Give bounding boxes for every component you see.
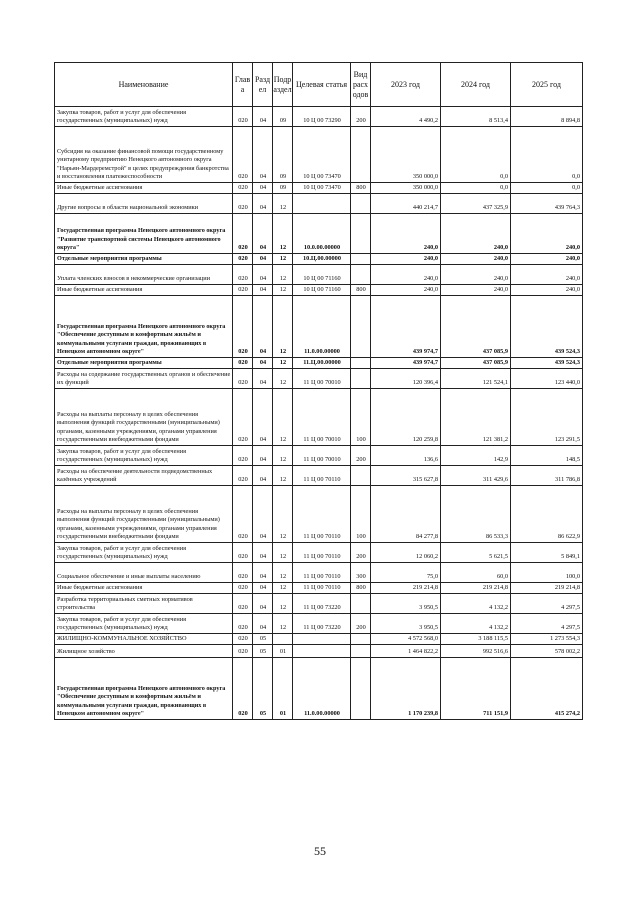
- table-row: [55, 183, 583, 194]
- row-glava-cell: 020: [233, 543, 253, 563]
- row-expense-type-cell: [351, 658, 371, 720]
- row-value-2024-cell: 240,0: [441, 265, 511, 285]
- row-glava-cell: 020: [233, 107, 253, 127]
- row-razdel-cell: 04: [253, 614, 273, 634]
- header-year-2024: 2024 год: [441, 63, 511, 107]
- row-value-2024-cell: 311 429,6: [441, 466, 511, 486]
- row-name-cell: Государственная программа Ненецкого автономного округа "Развитие транспортной системы Ненецкого автономного округа": [55, 214, 233, 254]
- row-value-2023-cell: 12 060,2: [371, 543, 441, 563]
- row-razdel-cell: 04: [253, 127, 273, 183]
- header-year-2025: 2025 год: [511, 63, 583, 107]
- row-podrazdel-cell: 12: [273, 486, 293, 543]
- table-row: [55, 214, 583, 254]
- row-podrazdel-cell: 12: [273, 446, 293, 466]
- row-value-2025-cell: 578 002,2: [511, 645, 583, 658]
- row-podrazdel-cell: 01: [273, 645, 293, 658]
- row-expense-type-cell: 200: [351, 543, 371, 563]
- row-podrazdel-cell: 12: [273, 543, 293, 563]
- table-row: [55, 543, 583, 563]
- row-expense-type-cell: [351, 265, 371, 285]
- row-value-2025-cell: 439 764,3: [511, 194, 583, 214]
- row-value-2024-cell: 240,0: [441, 254, 511, 265]
- row-glava-cell: 020: [233, 563, 253, 583]
- row-value-2023-cell: 240,0: [371, 265, 441, 285]
- row-glava-cell: 020: [233, 658, 253, 720]
- row-target-article-cell: 11 Ц 00 73220: [293, 614, 351, 634]
- row-razdel-cell: 04: [253, 486, 273, 543]
- row-value-2025-cell: 240,0: [511, 285, 583, 296]
- row-value-2024-cell: 437 085,9: [441, 296, 511, 358]
- row-value-2023-cell: 440 214,7: [371, 194, 441, 214]
- row-value-2024-cell: 219 214,8: [441, 583, 511, 594]
- header-expense-type: Вид расх одов: [351, 63, 371, 107]
- row-razdel-cell: 04: [253, 265, 273, 285]
- row-target-article-cell: 10 Ц 00 73290: [293, 107, 351, 127]
- row-value-2023-cell: 350 000,0: [371, 127, 441, 183]
- row-razdel-cell: 04: [253, 389, 273, 446]
- row-podrazdel-cell: 12: [273, 254, 293, 265]
- row-name-cell: Другие вопросы в области национальной экономики: [55, 194, 233, 214]
- row-value-2024-cell: 240,0: [441, 214, 511, 254]
- row-razdel-cell: 05: [253, 658, 273, 720]
- row-value-2024-cell: 121 524,1: [441, 369, 511, 389]
- row-glava-cell: 020: [233, 634, 253, 645]
- row-target-article-cell: 11 Ц 00 70110: [293, 543, 351, 563]
- row-name-cell: Государственная программа Ненецкого автономного округа "Обеспечение доступным и комфортным жильём и коммунальными услугами граждан, проживающих в Ненецком автономном округе": [55, 296, 233, 358]
- table-row: [55, 634, 583, 645]
- row-podrazdel-cell: 12: [273, 614, 293, 634]
- row-razdel-cell: 04: [253, 583, 273, 594]
- row-target-article-cell: 11 Ц 00 70010: [293, 389, 351, 446]
- row-expense-type-cell: [351, 645, 371, 658]
- row-name-cell: Отдельные мероприятия программы: [55, 358, 233, 369]
- row-value-2025-cell: 0,0: [511, 183, 583, 194]
- row-value-2025-cell: 100,0: [511, 563, 583, 583]
- row-value-2024-cell: 60,0: [441, 563, 511, 583]
- row-value-2024-cell: 4 132,2: [441, 614, 511, 634]
- row-value-2025-cell: 123 291,5: [511, 389, 583, 446]
- row-target-article-cell: 10 Ц 00 71160: [293, 265, 351, 285]
- row-value-2023-cell: 1 170 239,8: [371, 658, 441, 720]
- row-expense-type-cell: 200: [351, 614, 371, 634]
- row-value-2023-cell: 219 214,8: [371, 583, 441, 594]
- row-podrazdel-cell: 12: [273, 369, 293, 389]
- row-value-2023-cell: 120 396,4: [371, 369, 441, 389]
- header-name: Наименование: [55, 63, 233, 107]
- row-glava-cell: 020: [233, 466, 253, 486]
- row-value-2023-cell: 3 950,5: [371, 614, 441, 634]
- row-razdel-cell: 04: [253, 594, 273, 614]
- row-glava-cell: 020: [233, 645, 253, 658]
- row-glava-cell: 020: [233, 214, 253, 254]
- row-value-2025-cell: 415 274,2: [511, 658, 583, 720]
- row-glava-cell: 020: [233, 614, 253, 634]
- row-name-cell: Иные бюджетные ассигнования: [55, 183, 233, 194]
- row-value-2023-cell: 4 572 568,0: [371, 634, 441, 645]
- row-podrazdel-cell: 12: [273, 583, 293, 594]
- header-year-2023: 2023 год: [371, 63, 441, 107]
- row-expense-type-cell: [351, 369, 371, 389]
- row-razdel-cell: 04: [253, 183, 273, 194]
- row-glava-cell: 020: [233, 296, 253, 358]
- row-value-2023-cell: 3 950,5: [371, 594, 441, 614]
- row-value-2023-cell: 4 490,2: [371, 107, 441, 127]
- table-row: [55, 658, 583, 720]
- row-name-cell: Закупка товаров, работ и услуг для обеспечения государственных (муниципальных) нужд: [55, 543, 233, 563]
- page-number: 55: [314, 844, 326, 858]
- row-glava-cell: 020: [233, 254, 253, 265]
- row-glava-cell: 020: [233, 285, 253, 296]
- row-value-2024-cell: 121 381,2: [441, 389, 511, 446]
- row-target-article-cell: 11 Ц 00 73220: [293, 594, 351, 614]
- table-row: [55, 107, 583, 127]
- row-podrazdel-cell: [273, 634, 293, 645]
- row-target-article-cell: 11 Ц 00 70110: [293, 583, 351, 594]
- row-name-cell: Государственная программа Ненецкого автономного округа "Обеспечение доступным и комфортным жильём и коммунальными услугами граждан, проживающих в Ненецком автономном округе": [55, 658, 233, 720]
- row-value-2024-cell: 86 533,3: [441, 486, 511, 543]
- row-value-2023-cell: 240,0: [371, 254, 441, 265]
- row-glava-cell: 020: [233, 583, 253, 594]
- table-row: [55, 645, 583, 658]
- row-name-cell: ЖИЛИЩНО-КОММУНАЛЬНОЕ ХОЗЯЙСТВО: [55, 634, 233, 645]
- row-value-2025-cell: 240,0: [511, 265, 583, 285]
- row-expense-type-cell: [351, 358, 371, 369]
- row-target-article-cell: 11.0.00.00000: [293, 658, 351, 720]
- table-row: [55, 389, 583, 446]
- row-value-2024-cell: 0,0: [441, 183, 511, 194]
- table-row: [55, 194, 583, 214]
- row-value-2025-cell: 1 273 554,3: [511, 634, 583, 645]
- row-value-2023-cell: 120 259,8: [371, 389, 441, 446]
- row-podrazdel-cell: 12: [273, 214, 293, 254]
- row-glava-cell: 020: [233, 265, 253, 285]
- row-value-2025-cell: 4 297,5: [511, 614, 583, 634]
- row-expense-type-cell: [351, 634, 371, 645]
- row-expense-type-cell: 100: [351, 486, 371, 543]
- row-name-cell: Отдельные мероприятия программы: [55, 254, 233, 265]
- row-target-article-cell: 10 Ц 00 71160: [293, 285, 351, 296]
- row-expense-type-cell: [351, 466, 371, 486]
- row-name-cell: Разработка территориальных сметных нормативов строительства: [55, 594, 233, 614]
- row-razdel-cell: 04: [253, 358, 273, 369]
- row-name-cell: Расходы на содержание государственных органов и обеспечение их функций: [55, 369, 233, 389]
- row-podrazdel-cell: 09: [273, 127, 293, 183]
- row-value-2025-cell: 4 297,5: [511, 594, 583, 614]
- table-header-row: [55, 63, 583, 107]
- table-row: [55, 583, 583, 594]
- row-value-2025-cell: 86 622,9: [511, 486, 583, 543]
- row-value-2024-cell: 437 085,9: [441, 358, 511, 369]
- row-value-2025-cell: 8 894,8: [511, 107, 583, 127]
- row-glava-cell: 020: [233, 389, 253, 446]
- row-podrazdel-cell: 12: [273, 358, 293, 369]
- row-target-article-cell: 11 Ц 00 70010: [293, 446, 351, 466]
- row-name-cell: Иные бюджетные ассигнования: [55, 583, 233, 594]
- row-value-2024-cell: 3 188 115,5: [441, 634, 511, 645]
- row-glava-cell: 020: [233, 183, 253, 194]
- row-target-article-cell: 11 Ц 00 70110: [293, 486, 351, 543]
- row-value-2023-cell: 315 627,8: [371, 466, 441, 486]
- row-razdel-cell: 04: [253, 466, 273, 486]
- row-target-article-cell: 11 Ц 00 70110: [293, 466, 351, 486]
- row-podrazdel-cell: 09: [273, 183, 293, 194]
- row-podrazdel-cell: 09: [273, 107, 293, 127]
- table-row: [55, 486, 583, 543]
- row-target-article-cell: 10.0.00.00000: [293, 214, 351, 254]
- row-value-2025-cell: 240,0: [511, 214, 583, 254]
- row-value-2024-cell: 5 621,5: [441, 543, 511, 563]
- row-value-2024-cell: 992 516,6: [441, 645, 511, 658]
- row-podrazdel-cell: 12: [273, 285, 293, 296]
- row-value-2023-cell: 350 000,0: [371, 183, 441, 194]
- row-value-2025-cell: 5 849,1: [511, 543, 583, 563]
- row-razdel-cell: 04: [253, 107, 273, 127]
- row-razdel-cell: 04: [253, 194, 273, 214]
- table-row: [55, 446, 583, 466]
- row-name-cell: Закупка товаров, работ и услуг для обеспечения государственных (муниципальных) нужд: [55, 446, 233, 466]
- row-podrazdel-cell: 12: [273, 194, 293, 214]
- row-value-2023-cell: 439 974,7: [371, 358, 441, 369]
- row-expense-type-cell: 800: [351, 583, 371, 594]
- row-value-2023-cell: 84 277,8: [371, 486, 441, 543]
- row-expense-type-cell: [351, 127, 371, 183]
- row-value-2024-cell: 8 513,4: [441, 107, 511, 127]
- row-glava-cell: 020: [233, 127, 253, 183]
- row-value-2023-cell: 439 974,7: [371, 296, 441, 358]
- row-target-article-cell: [293, 634, 351, 645]
- table-row: [55, 127, 583, 183]
- row-name-cell: Расходы на обеспечение деятельности подведомственных казённых учреждений: [55, 466, 233, 486]
- header-glava: Глав а: [233, 63, 253, 107]
- row-name-cell: Иные бюджетные ассигнования: [55, 285, 233, 296]
- row-glava-cell: 020: [233, 369, 253, 389]
- row-expense-type-cell: [351, 254, 371, 265]
- row-value-2025-cell: 439 524,3: [511, 296, 583, 358]
- row-glava-cell: 020: [233, 358, 253, 369]
- table-row: [55, 265, 583, 285]
- row-glava-cell: 020: [233, 446, 253, 466]
- row-value-2023-cell: 75,0: [371, 563, 441, 583]
- row-expense-type-cell: 200: [351, 107, 371, 127]
- row-razdel-cell: 05: [253, 634, 273, 645]
- row-value-2025-cell: 123 440,0: [511, 369, 583, 389]
- row-podrazdel-cell: 12: [273, 265, 293, 285]
- row-razdel-cell: 04: [253, 296, 273, 358]
- row-name-cell: Уплата членских взносов в некоммерческие организации: [55, 265, 233, 285]
- row-expense-type-cell: 200: [351, 446, 371, 466]
- row-razdel-cell: 04: [253, 543, 273, 563]
- header-target-article: Целевая статья: [293, 63, 351, 107]
- row-value-2024-cell: 240,0: [441, 285, 511, 296]
- row-expense-type-cell: [351, 296, 371, 358]
- row-podrazdel-cell: 12: [273, 594, 293, 614]
- row-razdel-cell: 05: [253, 645, 273, 658]
- row-podrazdel-cell: 01: [273, 658, 293, 720]
- row-name-cell: Субсидия на оказание финансовой помощи государственному унитарному предприятию Ненецкого автономного округа "Нарьян-Мардеремстрой" в целях предупреждения банкротства и восстановления платежеспособности: [55, 127, 233, 183]
- row-expense-type-cell: 100: [351, 389, 371, 446]
- row-razdel-cell: 04: [253, 214, 273, 254]
- row-value-2023-cell: 240,0: [371, 214, 441, 254]
- header-podrazdel: Подр аздел: [273, 63, 293, 107]
- row-podrazdel-cell: 12: [273, 389, 293, 446]
- row-expense-type-cell: [351, 594, 371, 614]
- row-target-article-cell: 11 Ц 00 70010: [293, 369, 351, 389]
- row-glava-cell: 020: [233, 486, 253, 543]
- table-row: [55, 285, 583, 296]
- row-value-2024-cell: 711 151,9: [441, 658, 511, 720]
- row-value-2024-cell: 437 325,9: [441, 194, 511, 214]
- row-glava-cell: 020: [233, 194, 253, 214]
- table-row: [55, 369, 583, 389]
- row-value-2025-cell: 219 214,8: [511, 583, 583, 594]
- row-razdel-cell: 04: [253, 563, 273, 583]
- row-podrazdel-cell: 12: [273, 466, 293, 486]
- row-expense-type-cell: [351, 194, 371, 214]
- row-glava-cell: 020: [233, 594, 253, 614]
- row-razdel-cell: 04: [253, 446, 273, 466]
- table-row: [55, 594, 583, 614]
- row-expense-type-cell: [351, 214, 371, 254]
- table-row: [55, 614, 583, 634]
- row-target-article-cell: 10 Ц 00 73470: [293, 183, 351, 194]
- table-body: [55, 107, 583, 720]
- row-value-2025-cell: 0,0: [511, 127, 583, 183]
- row-target-article-cell: [293, 645, 351, 658]
- table-row: [55, 563, 583, 583]
- row-razdel-cell: 04: [253, 369, 273, 389]
- row-name-cell: Социальное обеспечение и иные выплаты населению: [55, 563, 233, 583]
- row-expense-type-cell: 800: [351, 183, 371, 194]
- row-name-cell: Закупка товаров, работ и услуг для обеспечения государственных (муниципальных) нужд: [55, 107, 233, 127]
- row-value-2024-cell: 4 132,2: [441, 594, 511, 614]
- row-expense-type-cell: 300: [351, 563, 371, 583]
- row-name-cell: Расходы на выплаты персоналу в целях обеспечения выполнения функций государственными (муниципальными) органами, казенными учреждениями, органами управления государственными внебюджетными фондами: [55, 486, 233, 543]
- row-value-2023-cell: 1 464 822,2: [371, 645, 441, 658]
- row-name-cell: Расходы на выплаты персоналу в целях обеспечения выполнения функций государственными (муниципальными) органами, казенными учреждениями, органами управления государственными внебюджетными фондами: [55, 389, 233, 446]
- row-value-2025-cell: 311 786,8: [511, 466, 583, 486]
- row-value-2024-cell: 0,0: [441, 127, 511, 183]
- row-value-2023-cell: 240,0: [371, 285, 441, 296]
- row-value-2025-cell: 240,0: [511, 254, 583, 265]
- row-target-article-cell: 10.Ц.00.00000: [293, 254, 351, 265]
- row-razdel-cell: 04: [253, 285, 273, 296]
- row-target-article-cell: 11.0.00.00000: [293, 296, 351, 358]
- table-row: [55, 466, 583, 486]
- row-target-article-cell: 11 Ц 00 70110: [293, 563, 351, 583]
- row-value-2024-cell: 142,9: [441, 446, 511, 466]
- row-name-cell: Жилищное хозяйство: [55, 645, 233, 658]
- row-expense-type-cell: 800: [351, 285, 371, 296]
- table-row: [55, 254, 583, 265]
- row-podrazdel-cell: 12: [273, 296, 293, 358]
- row-podrazdel-cell: 12: [273, 563, 293, 583]
- row-value-2023-cell: 136,6: [371, 446, 441, 466]
- header-razdel: Разд ел: [253, 63, 273, 107]
- row-value-2025-cell: 148,5: [511, 446, 583, 466]
- table-row: [55, 296, 583, 358]
- row-target-article-cell: [293, 194, 351, 214]
- row-name-cell: Закупка товаров, работ и услуг для обеспечения государственных (муниципальных) нужд: [55, 614, 233, 634]
- row-target-article-cell: 11.Ц.00.00000: [293, 358, 351, 369]
- table-row: [55, 358, 583, 369]
- row-value-2025-cell: 439 524,3: [511, 358, 583, 369]
- budget-table: [54, 62, 583, 720]
- row-razdel-cell: 04: [253, 254, 273, 265]
- row-target-article-cell: 10 Ц 00 73470: [293, 127, 351, 183]
- budget-table-sheet: [54, 62, 582, 720]
